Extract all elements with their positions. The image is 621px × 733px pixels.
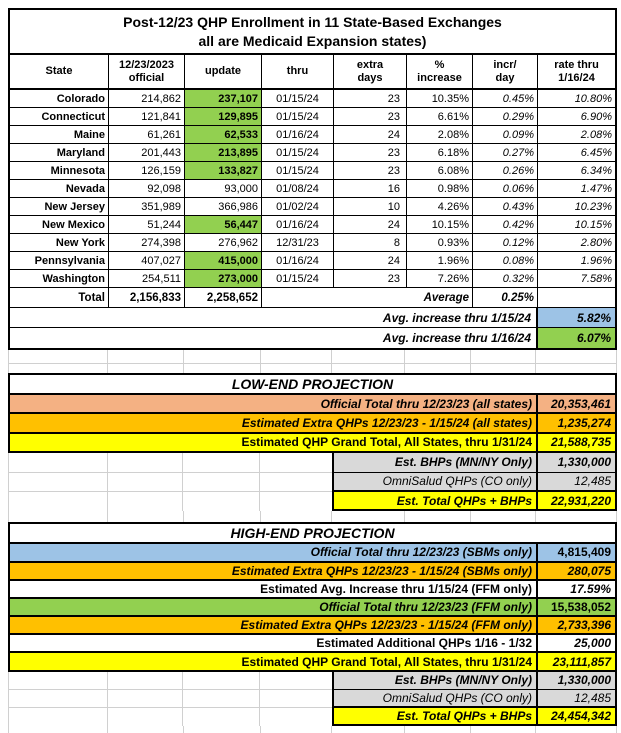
cell-official[interactable]: 51,244	[109, 216, 185, 233]
cell-state[interactable]: Nevada	[10, 180, 109, 197]
projection-label[interactable]: Estimated Avg. Increase thru 1/15/24 (FFM only)	[260, 581, 532, 596]
cell-thru[interactable]: 01/16/24	[262, 216, 334, 233]
cell-thru[interactable]: 01/15/24	[262, 108, 334, 125]
cell-incr-day[interactable]: 0.12%	[473, 234, 538, 251]
cell-extra-days[interactable]: 16	[334, 180, 407, 197]
cell-state[interactable]: Washington	[10, 270, 109, 287]
projection-label[interactable]: OmniSalud QHPs (CO only)	[382, 474, 532, 489]
projection-label[interactable]: Estimated QHP Grand Total, All States, thru 1/31/24	[241, 435, 532, 450]
projection-label[interactable]: Estimated Extra QHPs 12/23/23 - 1/15/24 (all states)	[241, 416, 532, 431]
high-end-title[interactable]: HIGH-END PROJECTION	[8, 522, 617, 544]
cell-thru[interactable]: 01/15/24	[262, 90, 334, 107]
table-row	[10, 90, 615, 108]
header-row	[10, 55, 615, 90]
projection-row	[8, 395, 617, 414]
cell-rate[interactable]: 10.15%	[574, 218, 612, 231]
cell-official[interactable]: 61,261	[109, 126, 185, 143]
projection-row	[8, 599, 617, 617]
projection-label[interactable]: Estimated QHP Grand Total, All States, thru 1/31/24	[241, 654, 532, 669]
projection-value[interactable]: 20,353,461	[536, 395, 615, 412]
projection-row	[8, 635, 617, 653]
header-update[interactable]: update	[185, 55, 262, 88]
cell-update[interactable]: 129,895	[185, 108, 262, 125]
projection-row-narrow	[8, 672, 617, 690]
cell-extra-days[interactable]: 10	[334, 198, 407, 215]
cell-pct-increase[interactable]: 10.15%	[407, 216, 473, 233]
title-line-1: Post-12/23 QHP Enrollment in 11 State-Based Exchanges	[123, 13, 502, 30]
table-row	[10, 180, 615, 198]
cell-incr-day[interactable]: 0.42%	[473, 216, 538, 233]
projection-label[interactable]: Estimated Extra QHPs 12/23/23 - 1/15/24 (SBMs only)	[231, 563, 532, 578]
table-row	[10, 144, 615, 162]
cell-update[interactable]: 56,447	[185, 216, 262, 233]
cell-pct-increase[interactable]: 1.96%	[407, 252, 473, 269]
projection-label[interactable]: Official Total thru 12/23/23 (all states)	[320, 396, 532, 411]
cell-rate[interactable]: 2.80%	[580, 236, 612, 249]
projection-label[interactable]: Estimated Extra QHPs 12/23/23 - 1/15/24 (FFM only)	[240, 618, 532, 633]
cell-state[interactable]: New York	[10, 234, 109, 251]
projection-value[interactable]: 17.59%	[536, 581, 615, 597]
projection-value[interactable]: 24,454,342	[536, 708, 615, 724]
projection-label[interactable]: Estimated Additional QHPs 1/16 - 1/32	[316, 636, 532, 651]
projection-value[interactable]: 12,485	[536, 690, 615, 706]
cell-state[interactable]: Minnesota	[10, 162, 109, 179]
cell-incr-day[interactable]: 0.29%	[473, 108, 538, 125]
header-rate-thru[interactable]: rate thru 1/16/24	[554, 58, 599, 84]
projection-row	[8, 414, 617, 433]
projection-label[interactable]: Est. BHPs (MN/NY Only)	[394, 673, 532, 688]
cell-extra-days[interactable]: 23	[334, 162, 407, 179]
cell-official[interactable]: 92,098	[109, 180, 185, 197]
cell-pct-increase[interactable]: 10.35%	[407, 90, 473, 107]
cell-extra-days[interactable]: 23	[334, 90, 407, 107]
cell-pct-increase[interactable]: 4.26%	[407, 198, 473, 215]
projection-label[interactable]: Est. Total QHPs + BHPs	[396, 709, 532, 724]
cell-update[interactable]: 213,895	[185, 144, 262, 161]
cell-pct-increase[interactable]: 6.61%	[407, 108, 473, 125]
projection-label[interactable]: Official Total thru 12/23/23 (FFM only)	[319, 600, 532, 614]
avg-label[interactable]: Avg. increase thru 1/15/24	[10, 308, 538, 327]
grid-spacer	[8, 473, 332, 492]
cell-thru[interactable]: 01/16/24	[262, 252, 334, 269]
cell-rate[interactable]: 7.58%	[580, 272, 612, 285]
projection-value[interactable]: 1,330,000	[536, 672, 615, 689]
projection-row	[8, 544, 617, 562]
cell-state[interactable]: Maryland	[10, 144, 109, 161]
cell-incr-day[interactable]: 0.27%	[473, 144, 538, 161]
projection-label[interactable]: Est. Total QHPs + BHPs	[396, 493, 532, 508]
cell-incr-day[interactable]: 0.06%	[473, 180, 538, 197]
grid-spacer	[8, 492, 332, 511]
cell-rate[interactable]: 10.23%	[574, 200, 612, 213]
projection-value[interactable]: 1,235,274	[536, 414, 615, 431]
cell-average-incr[interactable]: 0.25%	[473, 288, 538, 307]
cell-pct-increase[interactable]: 6.08%	[407, 162, 473, 179]
cell-thru[interactable]: 01/15/24	[262, 162, 334, 179]
projection-value[interactable]: 2,733,396	[536, 617, 615, 633]
cell-pct-increase[interactable]: 0.98%	[407, 180, 473, 197]
avg-row	[10, 328, 615, 348]
cell-incr-day[interactable]: 0.43%	[473, 198, 538, 215]
cell-incr-day[interactable]: 0.09%	[473, 126, 538, 143]
projection-value[interactable]: 22,931,220	[536, 492, 615, 509]
cell-official[interactable]: 254,511	[109, 270, 185, 287]
projection-row	[8, 563, 617, 581]
projection-row-narrow	[8, 473, 617, 492]
cell-thru[interactable]: 01/15/24	[262, 144, 334, 161]
projection-row	[8, 434, 617, 453]
grid-gap	[0, 350, 621, 373]
projection-value[interactable]: 1,330,000	[536, 453, 615, 471]
cell-pct-increase[interactable]: 0.93%	[407, 234, 473, 251]
title-line-2: all are Medicaid Expansion states)	[198, 32, 427, 49]
projection-value[interactable]: 25,000	[536, 635, 615, 651]
cell-pct-increase[interactable]: 6.18%	[407, 144, 473, 161]
cell-extra-days[interactable]: 8	[334, 234, 407, 251]
cell-rate[interactable]: 2.08%	[580, 128, 612, 141]
avg-label[interactable]: Avg. increase thru 1/16/24	[10, 328, 538, 348]
cell-total-label[interactable]: Total	[10, 288, 109, 307]
projection-label[interactable]: OmniSalud QHPs (CO only)	[382, 690, 532, 705]
avg-value[interactable]: 5.82%	[538, 308, 615, 327]
cell-extra-days[interactable]: 23	[334, 270, 407, 287]
cell-state[interactable]: New Mexico	[10, 216, 109, 233]
cell-official[interactable]: 407,027	[109, 252, 185, 269]
grid-spacer	[8, 453, 332, 472]
low-end-title[interactable]: LOW-END PROJECTION	[8, 373, 617, 395]
cell-update[interactable]: 62,533	[185, 126, 262, 143]
low-end-projection	[8, 373, 617, 511]
cell-incr-day[interactable]: 0.32%	[473, 270, 538, 287]
avg-row	[10, 308, 615, 328]
cell-thru[interactable]: 12/31/23	[262, 234, 334, 251]
total-row	[10, 288, 615, 308]
cell-total-official[interactable]: 2,156,833	[109, 288, 185, 307]
projection-value[interactable]: 23,111,857	[536, 653, 615, 669]
cell-incr-day[interactable]: 0.08%	[473, 252, 538, 269]
projection-row	[8, 617, 617, 635]
grid-gap	[8, 511, 617, 522]
cell-rate[interactable]: 10.80%	[574, 92, 612, 105]
cell-update[interactable]: 366,986	[185, 198, 262, 215]
cell-extra-days[interactable]: 24	[334, 252, 407, 269]
cell-update[interactable]: 93,000	[185, 180, 262, 197]
cell-thru[interactable]: 01/08/24	[262, 180, 334, 197]
cell-official[interactable]: 274,398	[109, 234, 185, 251]
cell-rate[interactable]: 6.90%	[580, 110, 612, 123]
projection-row-narrow	[8, 453, 617, 472]
projection-row	[8, 653, 617, 671]
cell-state[interactable]: New Jersey	[10, 198, 109, 215]
projection-label[interactable]: Est. BHPs (MN/NY Only)	[394, 455, 532, 470]
projection-value[interactable]: 4,815,409	[536, 544, 615, 560]
table-row	[10, 126, 615, 144]
projection-value[interactable]: 15,538,052	[536, 599, 615, 615]
cell-official[interactable]: 201,443	[109, 144, 185, 161]
header-incr-day[interactable]: incr/ day	[473, 55, 538, 88]
table-row	[10, 270, 615, 288]
cell-rate[interactable]: 1.47%	[580, 182, 612, 195]
cell-thru[interactable]: 01/15/24	[262, 270, 334, 287]
cell-official[interactable]: 214,862	[109, 90, 185, 107]
cell-rate[interactable]: 1.96%	[580, 254, 612, 267]
cell-update[interactable]: 276,962	[185, 234, 262, 251]
table-title[interactable]	[10, 10, 615, 55]
avg-value[interactable]: 6.07%	[538, 328, 615, 348]
table-row	[10, 108, 615, 126]
projection-row-narrow	[8, 690, 617, 708]
header-extra-days[interactable]: extra days	[334, 55, 407, 88]
cell-update[interactable]: 273,000	[185, 270, 262, 287]
grid-spacer	[8, 690, 332, 708]
cell-update[interactable]: 415,000	[185, 252, 262, 269]
cell-total-update[interactable]: 2,258,652	[185, 288, 262, 307]
cell-extra-days[interactable]: 23	[334, 108, 407, 125]
projection-value[interactable]: 280,075	[536, 563, 615, 579]
header-pct-increase[interactable]: % increase	[407, 55, 473, 88]
cell-state[interactable]: Pennsylvania	[10, 252, 109, 269]
cell-empty[interactable]	[538, 288, 615, 307]
cell-incr-day[interactable]: 0.45%	[473, 90, 538, 107]
table-row	[10, 234, 615, 252]
cell-rate[interactable]: 6.34%	[580, 164, 612, 177]
cell-official[interactable]: 121,841	[109, 108, 185, 125]
projection-value[interactable]: 21,588,735	[536, 434, 615, 451]
cell-pct-increase[interactable]: 7.26%	[407, 270, 473, 287]
grid-gap	[8, 726, 617, 733]
grid-spacer	[8, 672, 332, 690]
high-end-projection	[8, 522, 617, 726]
projection-row-narrow	[8, 492, 617, 511]
cell-extra-days[interactable]: 24	[334, 126, 407, 143]
header-thru[interactable]: thru	[262, 55, 334, 88]
cell-average-label[interactable]: Average	[262, 288, 473, 307]
cell-official[interactable]: 351,989	[109, 198, 185, 215]
cell-update[interactable]: 237,107	[185, 90, 262, 107]
cell-pct-increase[interactable]: 2.08%	[407, 126, 473, 143]
cell-extra-days[interactable]: 24	[334, 216, 407, 233]
table-row	[10, 162, 615, 180]
cell-state[interactable]: Colorado	[10, 90, 109, 107]
cell-thru[interactable]: 01/02/24	[262, 198, 334, 215]
table-row	[10, 216, 615, 234]
enrollment-table	[8, 8, 617, 350]
projection-row-narrow	[8, 708, 617, 726]
cell-state[interactable]: Maine	[10, 126, 109, 143]
table-row	[10, 252, 615, 270]
cell-incr-day[interactable]: 0.26%	[473, 162, 538, 179]
cell-thru[interactable]: 01/16/24	[262, 126, 334, 143]
cell-extra-days[interactable]: 23	[334, 144, 407, 161]
cell-rate[interactable]: 6.45%	[580, 146, 612, 159]
projection-label[interactable]: Official Total thru 12/23/23 (SBMs only)	[310, 545, 532, 560]
header-official[interactable]: 12/23/2023 official	[109, 55, 185, 88]
projection-value[interactable]: 12,485	[536, 473, 615, 490]
cell-state[interactable]: Connecticut	[10, 108, 109, 125]
grid-spacer	[8, 708, 332, 726]
table-row	[10, 198, 615, 216]
cell-official[interactable]: 126,159	[109, 162, 185, 179]
header-state[interactable]: State	[10, 55, 109, 88]
projection-row	[8, 581, 617, 599]
cell-update[interactable]: 133,827	[185, 162, 262, 179]
